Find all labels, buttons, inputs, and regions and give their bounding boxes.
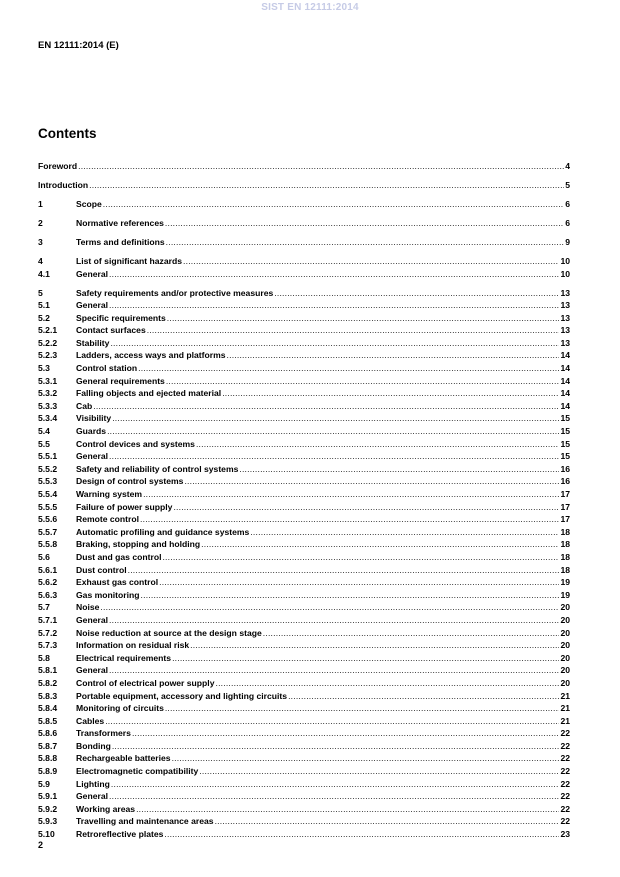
dot-leader xyxy=(274,287,559,300)
toc-entry-page: 18 xyxy=(560,551,570,562)
toc-entry[interactable] xyxy=(38,438,570,451)
dot-leader xyxy=(172,652,559,665)
dot-leader xyxy=(173,501,559,514)
toc-entry-title: Exhaust gas control xyxy=(76,577,159,588)
dot-leader xyxy=(89,179,564,192)
toc-entry-page: 6 xyxy=(565,198,570,209)
toc-entry-page: 17 xyxy=(560,489,570,499)
toc-entry[interactable] xyxy=(38,287,570,300)
dot-leader xyxy=(166,375,560,388)
dot-leader xyxy=(184,475,559,488)
toc-entry-number: 5.3.4 xyxy=(38,413,58,424)
toc-entry-number: 5.10 xyxy=(38,829,55,840)
dot-leader xyxy=(199,765,559,778)
dot-leader xyxy=(215,677,559,690)
toc-entry-page: 9 xyxy=(565,236,570,247)
dot-leader xyxy=(107,425,559,438)
dot-leader xyxy=(250,526,559,539)
toc-entry-title: Normative references xyxy=(76,217,164,228)
dot-leader xyxy=(78,160,564,173)
toc-entry-number: 5.7.1 xyxy=(38,614,58,625)
dot-leader xyxy=(109,450,559,463)
toc-entry-page: 13 xyxy=(560,300,570,311)
toc-entry-page: 10 xyxy=(560,255,570,266)
toc-entry[interactable] xyxy=(38,412,570,425)
toc-entry-number: 5.4 xyxy=(38,426,50,437)
toc-entry-page: 14 xyxy=(560,363,570,374)
toc-entry-title: Safety and reliability of control systems xyxy=(76,463,239,474)
dot-leader xyxy=(103,198,564,211)
toc-entry-number: 5.6.1 xyxy=(38,564,58,575)
dot-leader xyxy=(239,463,559,476)
toc-entry[interactable] xyxy=(38,815,570,828)
toc-entry-page: 22 xyxy=(560,740,570,751)
toc-entry-page: 19 xyxy=(560,589,570,600)
toc-entry-number: 2 xyxy=(38,217,43,228)
toc-entry-title: List of significant hazards xyxy=(76,255,183,266)
dot-leader xyxy=(164,828,559,841)
toc-entry-title: Electrical requirements xyxy=(76,652,172,663)
dot-leader xyxy=(263,627,560,640)
toc-entry[interactable] xyxy=(38,652,570,665)
dot-leader xyxy=(109,664,559,677)
toc-entry-page: 21 xyxy=(560,703,570,714)
toc-entry-title: Control of electrical power supply xyxy=(76,677,215,688)
toc-entry[interactable] xyxy=(38,463,570,476)
toc-entry[interactable] xyxy=(38,387,570,400)
toc-entry-title: General requirements xyxy=(76,375,165,386)
toc-entry-number: 5.8.6 xyxy=(38,728,58,739)
toc-entry-title: General xyxy=(76,665,109,676)
toc-entry[interactable] xyxy=(38,627,570,640)
toc-entry-title: Foreword xyxy=(38,161,78,171)
toc-entry-number: 5.9.3 xyxy=(38,816,58,827)
toc-entry-title: General xyxy=(76,451,109,462)
toc-entry-number: 5.2.1 xyxy=(38,325,58,336)
toc-entry-number: 5.2.3 xyxy=(38,350,58,361)
dot-leader xyxy=(111,778,560,791)
toc-entry-page: 18 xyxy=(560,564,570,575)
toc-entry-page: 20 xyxy=(560,602,570,613)
toc-entry-page: 20 xyxy=(560,614,570,625)
toc-entry-title: Remote control xyxy=(76,514,140,525)
toc-entry-number: 5.5.5 xyxy=(38,501,58,512)
toc-entry-number: 5.8.5 xyxy=(38,715,58,726)
dot-leader xyxy=(93,400,559,413)
toc-entry[interactable] xyxy=(38,740,570,753)
dot-leader xyxy=(112,740,560,753)
toc-entry[interactable] xyxy=(38,425,570,438)
toc-entry-page: 15 xyxy=(560,426,570,437)
toc-entry-number: 5 xyxy=(38,287,43,298)
dot-leader xyxy=(222,387,559,400)
toc-entry-title: Visibility xyxy=(76,413,112,424)
toc-entry-number: 5.3.1 xyxy=(38,375,58,386)
toc-entry-page: 6 xyxy=(565,217,570,228)
toc-entry-page: 4 xyxy=(565,161,570,171)
document-id: EN 12111:2014 (E) xyxy=(38,40,119,51)
toc-entry[interactable] xyxy=(38,589,570,602)
toc-entry-page: 22 xyxy=(560,816,570,827)
toc-entry-title: Retroreflective plates xyxy=(76,829,164,840)
toc-entry-number: 5.8 xyxy=(38,652,50,663)
toc-entry[interactable] xyxy=(38,551,570,564)
toc-entry-title: Failure of power supply xyxy=(76,501,173,512)
toc-entry-title: Contact surfaces xyxy=(76,325,146,336)
toc-entry[interactable] xyxy=(38,790,570,803)
toc-entry-title: Noise reduction at source at the design stage xyxy=(76,627,262,638)
dot-leader xyxy=(100,601,559,614)
toc-entry-title: Ladders, access ways and platforms xyxy=(76,350,226,361)
toc-entry[interactable] xyxy=(38,501,570,514)
toc-entry-page: 23 xyxy=(560,829,570,840)
toc-entry-number: 5.6.3 xyxy=(38,589,58,600)
toc-entry-number: 5.9.2 xyxy=(38,803,58,814)
dot-leader xyxy=(110,337,559,350)
toc-entry-page: 22 xyxy=(560,791,570,802)
toc-entry-title: Warning system xyxy=(76,489,143,499)
toc-entry-title: General xyxy=(76,300,109,311)
toc-entry[interactable] xyxy=(38,702,570,715)
dot-leader xyxy=(172,752,560,765)
dot-leader xyxy=(105,715,559,728)
toc-entry-number: 5.8.1 xyxy=(38,665,58,676)
toc-entry-number: 1 xyxy=(38,198,43,209)
toc-entry[interactable] xyxy=(38,255,570,268)
toc-entry[interactable] xyxy=(38,400,570,413)
toc-entry-page: 22 xyxy=(560,766,570,777)
dot-leader xyxy=(147,324,560,337)
toc-entry[interactable] xyxy=(38,236,570,249)
toc-entry-number: 5.2 xyxy=(38,312,50,323)
toc-entry[interactable] xyxy=(38,690,570,703)
toc-entry-number: 5.5.3 xyxy=(38,476,58,487)
toc-entry-title: Gas monitoring xyxy=(76,589,140,600)
toc-entry-number: 4.1 xyxy=(38,268,50,279)
toc-entry-title: Rechargeable batteries xyxy=(76,753,171,764)
dot-leader xyxy=(128,564,560,577)
toc-entry-number: 5.5 xyxy=(38,438,50,449)
toc-entry-number: 5.5.2 xyxy=(38,463,58,474)
toc-entry-page: 17 xyxy=(560,514,570,525)
toc-entry[interactable] xyxy=(38,217,570,230)
toc-entry-title: Travelling and maintenance areas xyxy=(76,816,214,827)
toc-entry[interactable] xyxy=(38,828,570,841)
toc-entry-title: Safety requirements and/or protective measures xyxy=(76,287,274,298)
toc-entry-page: 18 xyxy=(560,539,570,550)
dot-leader xyxy=(136,803,559,816)
toc-entry-title: Transformers xyxy=(76,728,131,739)
toc-entry-title: Stability xyxy=(76,337,110,348)
toc-entry-page: 20 xyxy=(560,627,570,638)
toc-entry[interactable] xyxy=(38,576,570,589)
toc-entry-title: Dust control xyxy=(76,564,127,575)
toc-entry-number: 5.8.4 xyxy=(38,703,58,714)
toc-entry-number: 5.7.2 xyxy=(38,627,58,638)
toc-entry-title: Information on residual risk xyxy=(76,640,190,651)
toc-entry-number: 5.5.8 xyxy=(38,539,58,550)
toc-entry-title: Electromagnetic compatibility xyxy=(76,766,199,777)
dot-leader xyxy=(140,513,559,526)
toc-entry-title: Control station xyxy=(76,363,138,374)
toc-entry[interactable] xyxy=(38,488,570,501)
toc-entry-number: 5.9.1 xyxy=(38,791,58,802)
toc-entry-number: 5.2.2 xyxy=(38,337,58,348)
toc-entry-number: 5.5.1 xyxy=(38,451,58,462)
toc-entry-page: 19 xyxy=(560,577,570,588)
toc-entry-page: 18 xyxy=(560,526,570,537)
toc-entry-page: 22 xyxy=(560,778,570,789)
toc-entry-title: Dust and gas control xyxy=(76,551,162,562)
toc-entry-title: Specific requirements xyxy=(76,312,166,323)
dot-leader xyxy=(159,576,559,589)
toc-entry[interactable] xyxy=(38,198,570,211)
toc-entry[interactable] xyxy=(38,564,570,577)
toc-entry-title: Portable equipment, accessory and lighting circuits xyxy=(76,690,288,701)
toc-entry-number: 4 xyxy=(38,255,43,266)
toc-entry-page: 15 xyxy=(560,438,570,449)
toc-entry-title: Working areas xyxy=(76,803,136,814)
toc-entry-page: 14 xyxy=(560,388,570,399)
dot-leader xyxy=(138,362,559,375)
toc-entry[interactable] xyxy=(38,526,570,539)
toc-entry-number: 5.8.7 xyxy=(38,740,58,751)
table-of-contents xyxy=(38,160,570,841)
toc-entry[interactable] xyxy=(38,639,570,652)
toc-entry[interactable] xyxy=(38,375,570,388)
toc-entry-number: 5.5.4 xyxy=(38,489,58,499)
toc-entry[interactable] xyxy=(38,752,570,765)
toc-entry[interactable] xyxy=(38,312,570,325)
toc-entry-title: Lighting xyxy=(76,778,110,789)
toc-entry[interactable] xyxy=(38,664,570,677)
toc-entry-number: 5.8.9 xyxy=(38,766,58,777)
toc-entry-page: 13 xyxy=(560,337,570,348)
dot-leader xyxy=(190,639,559,652)
toc-entry-number: 3 xyxy=(38,236,43,247)
toc-entry[interactable] xyxy=(38,179,570,192)
toc-entry-number: 5.3.3 xyxy=(38,400,58,411)
toc-entry-number: 5.1 xyxy=(38,300,50,311)
toc-entry-page: 20 xyxy=(560,677,570,688)
toc-entry-page: 22 xyxy=(560,753,570,764)
dot-leader xyxy=(167,312,560,325)
toc-entry-page: 22 xyxy=(560,803,570,814)
toc-entry[interactable] xyxy=(38,513,570,526)
toc-entry-number: 5.5.7 xyxy=(38,526,58,537)
dot-leader xyxy=(141,589,560,602)
toc-entry[interactable] xyxy=(38,614,570,627)
toc-entry-title: Falling objects and ejected material xyxy=(76,388,222,399)
toc-entry-page: 15 xyxy=(560,413,570,424)
toc-entry-number: 5.6 xyxy=(38,551,50,562)
dot-leader xyxy=(227,349,560,362)
toc-entry-page: 21 xyxy=(560,715,570,726)
toc-entry[interactable] xyxy=(38,677,570,690)
toc-entry-title: Scope xyxy=(76,198,102,209)
dot-leader xyxy=(109,790,559,803)
toc-entry[interactable] xyxy=(38,349,570,362)
toc-entry-number: 5.7.3 xyxy=(38,640,58,651)
toc-entry[interactable] xyxy=(38,475,570,488)
toc-entry[interactable] xyxy=(38,450,570,463)
toc-entry-page: 14 xyxy=(560,400,570,411)
dot-leader xyxy=(288,690,559,703)
toc-entry-number: 5.3 xyxy=(38,363,50,374)
toc-entry-page: 16 xyxy=(560,476,570,487)
toc-entry-page: 14 xyxy=(560,375,570,386)
toc-entry[interactable] xyxy=(38,727,570,740)
toc-entry-page: 5 xyxy=(565,179,570,190)
toc-entry-page: 17 xyxy=(560,501,570,512)
toc-entry-title: Bonding xyxy=(76,740,111,751)
toc-entry-page: 16 xyxy=(560,463,570,474)
dot-leader xyxy=(109,299,559,312)
toc-entry-number: 5.3.2 xyxy=(38,388,58,399)
toc-entry[interactable] xyxy=(38,337,570,350)
toc-entry-number: 5.5.6 xyxy=(38,514,58,525)
toc-entry-title: General xyxy=(76,268,109,279)
toc-entry-title: Cables xyxy=(76,715,105,726)
dot-leader xyxy=(162,551,559,564)
toc-entry-page: 20 xyxy=(560,652,570,663)
dot-leader xyxy=(109,268,559,281)
dot-leader xyxy=(201,538,559,551)
toc-entry[interactable] xyxy=(38,268,570,281)
page-number: 2 xyxy=(38,840,44,850)
toc-entry[interactable] xyxy=(38,160,570,173)
toc-entry-title: Braking, stopping and holding xyxy=(76,539,201,550)
watermark: SIST EN 12111:2014 xyxy=(261,2,359,13)
toc-entry-number: 5.9 xyxy=(38,778,50,789)
toc-entry-page: 22 xyxy=(560,728,570,739)
toc-entry-number: 5.8.3 xyxy=(38,690,58,701)
toc-entry-page: 14 xyxy=(560,350,570,361)
toc-entry[interactable] xyxy=(38,299,570,312)
toc-entry-number: 5.6.2 xyxy=(38,577,58,588)
toc-entry-page: 20 xyxy=(560,640,570,651)
toc-entry-number: 5.8.8 xyxy=(38,753,58,764)
toc-entry-title: Terms and definitions xyxy=(76,236,165,247)
toc-entry-page: 10 xyxy=(560,268,570,279)
dot-leader xyxy=(166,236,565,249)
toc-entry-page: 20 xyxy=(560,665,570,676)
dot-leader xyxy=(143,488,559,501)
toc-entry-title: Design of control systems xyxy=(76,476,184,487)
toc-entry-page: 13 xyxy=(560,287,570,298)
dot-leader xyxy=(112,412,559,425)
dot-leader xyxy=(132,727,560,740)
toc-entry-title: Introduction xyxy=(38,179,89,190)
toc-entry[interactable] xyxy=(38,324,570,337)
toc-entry-number: 5.8.2 xyxy=(38,677,58,688)
dot-leader xyxy=(215,815,560,828)
dot-leader xyxy=(109,614,559,627)
toc-entry[interactable] xyxy=(38,765,570,778)
toc-entry[interactable] xyxy=(38,778,570,791)
toc-entry[interactable] xyxy=(38,803,570,816)
toc-entry-page: 13 xyxy=(560,312,570,323)
toc-entry-number: 5.7 xyxy=(38,602,50,613)
page-title: Contents xyxy=(38,126,97,141)
dot-leader xyxy=(165,702,560,715)
toc-entry[interactable] xyxy=(38,362,570,375)
toc-entry[interactable] xyxy=(38,538,570,551)
toc-entry-title: Control devices and systems xyxy=(76,438,195,449)
toc-entry-page: 15 xyxy=(560,451,570,462)
toc-entry[interactable] xyxy=(38,601,570,614)
toc-entry-page: 13 xyxy=(560,325,570,336)
toc-entry-title: Noise xyxy=(76,602,100,613)
toc-entry-title: Cab xyxy=(76,400,93,411)
toc-entry-title: Automatic profiling and guidance systems xyxy=(76,526,250,537)
dot-leader xyxy=(196,438,560,451)
toc-entry-title: General xyxy=(76,791,109,802)
toc-entry-title: General xyxy=(76,614,109,625)
dot-leader xyxy=(165,217,564,230)
dot-leader xyxy=(183,255,559,268)
toc-entry-title: Monitoring of circuits xyxy=(76,703,164,714)
toc-entry-title: Guards xyxy=(76,426,107,437)
toc-entry[interactable] xyxy=(38,715,570,728)
toc-entry-page: 21 xyxy=(560,690,570,701)
